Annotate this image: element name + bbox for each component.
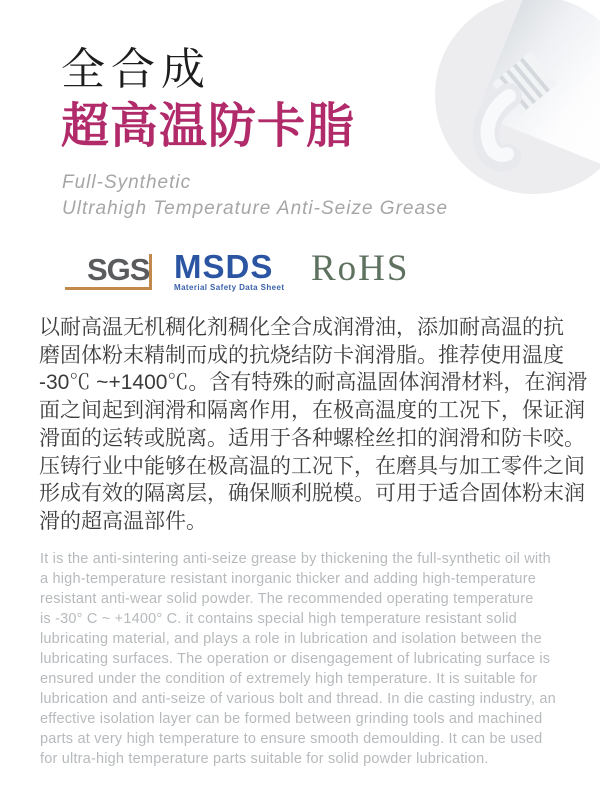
subtitle-en	[62, 170, 448, 222]
subtitle-line1: Full-Synthetic	[62, 172, 192, 193]
en-text-line: is -30° C ~ +1400° C. it contains special high temperature resistant solid	[40, 611, 517, 627]
msds-logo	[174, 248, 285, 292]
en-text-line: lubricating surfaces. The operation or disengagement of lubricating surface is	[40, 651, 551, 667]
title-zh-black: 全合成	[61, 45, 211, 94]
title-zh-magenta: 超高温防卡脂	[61, 100, 356, 153]
en-text-line: lubricating material, and plays a role in lubrication and isolation between the	[40, 631, 542, 647]
page-title	[61, 42, 355, 156]
en-text-line: ensured under the condition of extremely high temperature. It is suitable for	[40, 671, 538, 687]
en-text-line: lubrication and anti-seize of various bolt and thread. In die casting industry, an	[40, 691, 556, 707]
rohs-logo-text: RoHS	[311, 248, 410, 289]
sgs-logo-accent-line	[149, 254, 152, 290]
zh-text-line: 形成有效的隔离层，确保顺利脱模。可用于适合固体粉末润	[39, 482, 585, 506]
description-english	[40, 549, 556, 769]
en-text-line: for ultra-high temperature parts suitable for solid powder lubrication.	[40, 751, 489, 767]
zh-text-line: 滑的超高温部件。	[39, 509, 207, 533]
en-text-line: resistant anti-wear solid powder. The recommended operating temperature	[40, 591, 534, 607]
product-photo-circle	[435, 0, 600, 194]
zh-text-line: 以耐高温无机稠化剂稠化全合成润滑油，添加耐高温的抗	[39, 316, 564, 339]
msds-logo-subtext: Material Safety Data Sheet	[174, 283, 285, 292]
grease-tube-image	[435, 0, 600, 194]
en-text-line: parts at very high temperature to ensure smooth demoulding. It can be used	[40, 731, 543, 747]
sgs-logo	[65, 254, 151, 290]
zh-text-line: 压铸行业中能够在极高温的工况下，在磨具与加工零件之间	[39, 454, 585, 478]
sgs-logo-text: SGS	[87, 252, 150, 287]
zh-text-line: 磨固体粉末精制而成的抗烧结防卡润滑脂。推荐使用温度	[39, 343, 564, 367]
en-text-line: a high-temperature resistant inorganic thicker and adding high-temperature	[40, 571, 536, 587]
zh-text-line: -30℃ ~+1400℃。含有特殊的耐高温固体润滑材料，在润滑	[39, 371, 588, 395]
description-chinese	[39, 314, 591, 536]
subtitle-line2: Ultrahigh Temperature Anti-Seize Grease	[62, 198, 449, 219]
zh-text-line: 滑面的运转或脱离。适用于各种螺栓丝扣的润滑和防卡咬。	[39, 426, 585, 450]
en-text-line: effective isolation layer can be formed between grinding tools and machined	[40, 711, 543, 727]
en-text-line: It is the anti-sintering anti-seize grease by thickening the full-synthetic oil with	[40, 551, 551, 567]
zh-text-line: 面之间起到润滑和隔离作用，在极高温度的工况下，保证润	[39, 399, 585, 423]
msds-logo-text: MSDS	[174, 248, 274, 285]
rohs-logo	[311, 250, 409, 288]
